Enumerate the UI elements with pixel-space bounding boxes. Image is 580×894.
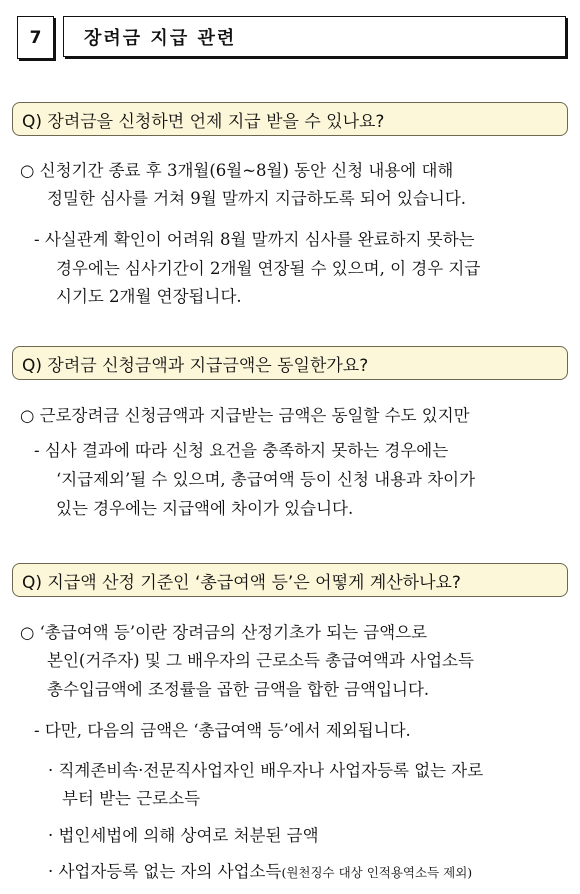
answer-line: 본인(거주자) 및 그 배우자의 근로소득 총급여액과 사업소득 — [47, 651, 474, 670]
section-title: 장려금 지급 관련 — [63, 16, 566, 57]
answer-note: (원천징수 대상 인적용역소득 제외) — [281, 865, 473, 880]
answer-line: - 심사 결과에 따라 신청 요건을 충족하지 못하는 경우에는 — [34, 441, 449, 460]
answer-line: ○ 신청기간 종료 후 3개월(6월~8월) 동안 신청 내용에 대해 — [20, 161, 454, 180]
answer-line: 정밀한 심사를 거쳐 9월 말까지 지급하도록 되어 있습니다. — [47, 189, 467, 208]
answer-line: 총수입금액에 조정률을 곱한 금액을 합한 금액입니다. — [47, 680, 430, 699]
answer-line: - 다만, 다음의 금액은 ‘총급여액 등’에서 제외됩니다. — [34, 721, 411, 740]
answer-line: · 직계존비속·전문직사업자인 배우자나 사업자등록 없는 자로 — [48, 761, 484, 780]
answer-line: ‘지급제외’될 수 있으며, 총급여액 등이 신청 내용과 차이가 — [56, 470, 476, 489]
answer-line: - 사실관계 확인이 어려워 8월 말까지 심사를 완료하지 못하는 — [34, 230, 475, 249]
section-number: 7 — [17, 16, 54, 59]
answer-line — [48, 862, 472, 883]
answer-line: ○ 근로장려금 신청금액과 지급받는 금액은 동일할 수도 있지만 — [20, 406, 470, 425]
question-box-3: Q) 지급액 산정 기준인 ‘총급여액 등’은 어떻게 계산하나요? — [12, 563, 568, 597]
answer-text: · 사업자등록 없는 자의 사업소득 — [48, 862, 282, 881]
question-box-1: Q) 장려금을 신청하면 언제 지급 받을 수 있나요? — [12, 102, 568, 136]
section-header — [17, 16, 569, 60]
answer-line: · 법인세법에 의해 상여로 처분된 금액 — [48, 826, 319, 845]
answer-line: 시기도 2개월 연장됩니다. — [56, 287, 242, 306]
question-box-2: Q) 장려금 신청금액과 지급금액은 동일한가요? — [12, 346, 568, 380]
answer-line: ○ ‘총급여액 등’이란 장려금의 산정기초가 되는 금액으로 — [20, 623, 428, 642]
answer-line: 경우에는 심사기간이 2개월 연장될 수 있으며, 이 경우 지급 — [56, 259, 481, 278]
answer-line: 부터 받는 근로소득 — [62, 789, 201, 808]
answer-line: 있는 경우에는 지급액에 차이가 있습니다. — [56, 499, 354, 518]
